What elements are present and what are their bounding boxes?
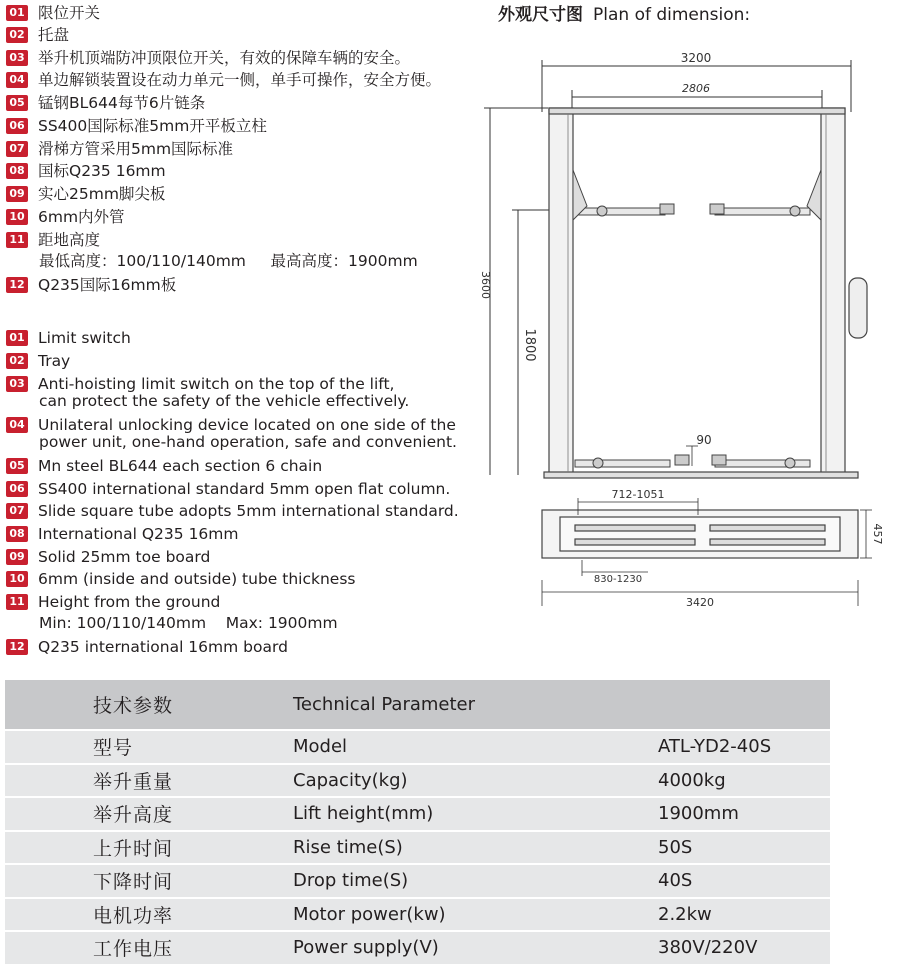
note-badge: 10 (6, 571, 28, 587)
lowered-pad-right (712, 455, 726, 465)
note-badge: 12 (6, 277, 28, 293)
note-text: 滑梯方管采用5mm国际标准 (38, 139, 234, 158)
note-en-11-line2: Min: 100/110/140mm Max: 1900mm (39, 614, 338, 632)
lowered-pad-left (675, 455, 689, 465)
note-badge: 06 (6, 118, 28, 134)
note-badge: 11 (6, 594, 28, 610)
note-text: International Q235 16mm (38, 524, 239, 543)
note-text: Q235国际16mm板 (38, 275, 177, 294)
spec-header-zh: 技术参数 (5, 680, 293, 730)
raised-arm-left (575, 208, 665, 215)
spec-param-en: Motor power(kw) (293, 898, 658, 932)
spec-param-en: Model (293, 730, 658, 764)
note-badge: 09 (6, 186, 28, 202)
note-text: 单边解锁装置设在动力单元一侧，单手可操作，安全方便。 (38, 70, 442, 89)
power-unit (849, 278, 867, 338)
note-en-02 (6, 350, 70, 371)
note-text: SS400 international standard 5mm open flat column. (38, 479, 451, 498)
note-zh-10 (6, 206, 125, 227)
spec-param-en: Power supply(V) (293, 931, 658, 965)
note-badge: 07 (6, 503, 28, 519)
spec-param-zh: 工作电压 (5, 931, 293, 965)
note-badge: 07 (6, 141, 28, 157)
spec-value: 1900mm (658, 797, 830, 831)
note-en-12 (6, 636, 288, 657)
table-row (5, 730, 830, 764)
spec-header-en: Technical Parameter (293, 680, 658, 730)
note-en-09 (6, 546, 210, 567)
spec-value: 2.2kw (658, 898, 830, 932)
note-zh-11-detail: 最低高度：100/110/140mm 最高高度：1900mm (39, 252, 418, 270)
note-en-03-line2: can protect the safety of the vehicle effectively. (39, 392, 410, 410)
note-text: Limit switch (38, 328, 131, 347)
label-3600: 3600 (479, 271, 492, 299)
label-2806: 2806 (682, 82, 710, 95)
label-830-1230: 830-1230 (593, 574, 643, 585)
note-text: Solid 25mm toe board (38, 547, 211, 566)
top-view-arm-2 (710, 525, 825, 531)
spec-value: 40S (658, 864, 830, 898)
note-badge: 08 (6, 526, 28, 542)
dimension-title-zh: 外观尺寸图 (498, 5, 583, 25)
note-zh-08 (6, 160, 166, 181)
note-en-07 (6, 500, 459, 521)
spec-value: ATL-YD2-40S (658, 730, 830, 764)
note-text: SS400国际标准5mm开平板立柱 (38, 116, 267, 135)
note-text: 举升机顶端防冲顶限位开关，有效的保障车辆的安全。 (38, 48, 411, 67)
note-zh-07 (6, 138, 233, 159)
note-badge: 12 (6, 639, 28, 655)
note-badge: 02 (6, 27, 28, 43)
raised-pad-right (710, 204, 724, 214)
spec-param-zh: 举升高度 (5, 797, 293, 831)
note-badge: 05 (6, 95, 28, 111)
note-badge: 05 (6, 458, 28, 474)
note-zh-01 (6, 2, 100, 23)
table-row (5, 864, 830, 898)
right-column (821, 108, 845, 476)
table-row (5, 797, 830, 831)
note-badge: 03 (6, 376, 28, 392)
note-zh-11 (6, 229, 100, 250)
spec-param-zh: 下降时间 (5, 864, 293, 898)
spec-param-zh: 电机功率 (5, 898, 293, 932)
note-badge: 06 (6, 481, 28, 497)
dimension-title-en: Plan of dimension: (593, 5, 751, 25)
left-column (549, 108, 573, 476)
note-badge: 03 (6, 50, 28, 66)
spec-param-en: Rise time(S) (293, 831, 658, 865)
raised-pad-left (660, 204, 674, 214)
spec-param-zh: 举升重量 (5, 764, 293, 798)
note-en-04-line2: power unit, one-hand operation, safe and convenient. (39, 433, 457, 451)
note-badge: 11 (6, 232, 28, 248)
note-text: 距地高度 (38, 230, 101, 249)
lowered-arm-right (715, 460, 810, 467)
label-90: 90 (696, 433, 712, 447)
note-text: 锰钢BL644每节6片链条 (38, 93, 206, 112)
label-712-1051: 712-1051 (611, 488, 665, 501)
note-badge: 04 (6, 417, 28, 433)
note-text: 国标Q235 16mm (38, 161, 166, 180)
note-zh-09 (6, 183, 165, 204)
note-text: 限位开关 (38, 3, 101, 22)
note-text: 实心25mm脚尖板 (38, 184, 166, 203)
table-row (5, 764, 830, 798)
note-en-01 (6, 327, 131, 348)
top-view-arm-1 (575, 525, 695, 531)
note-text: 6mm (inside and outside) tube thickness (38, 569, 356, 588)
note-badge: 02 (6, 353, 28, 369)
spec-value: 50S (658, 831, 830, 865)
lowered-arm-left (575, 460, 670, 467)
note-en-06 (6, 478, 450, 499)
note-text: Unilateral unlocking device located on one side of the (38, 415, 456, 434)
table-row (5, 831, 830, 865)
spec-param-en: Capacity(kg) (293, 764, 658, 798)
spec-table-header (5, 680, 830, 730)
note-zh-05 (6, 92, 205, 113)
spec-param-zh: 上升时间 (5, 831, 293, 865)
note-text: Slide square tube adopts 5mm international standard. (38, 501, 459, 520)
spec-param-en: Lift height(mm) (293, 797, 658, 831)
note-text: Tray (38, 351, 71, 370)
note-badge: 10 (6, 209, 28, 225)
spec-value: 380V/220V (658, 931, 830, 965)
note-badge: 08 (6, 163, 28, 179)
top-view-arm-3 (575, 539, 695, 545)
note-en-05 (6, 455, 322, 476)
note-badge: 01 (6, 330, 28, 346)
label-1800: 1800 (522, 328, 537, 362)
note-text: Height from the ground (38, 592, 221, 611)
note-en-11 (6, 591, 220, 612)
note-zh-06 (6, 115, 267, 136)
label-3200: 3200 (680, 51, 712, 65)
table-row (5, 931, 830, 965)
note-text: Mn steel BL644 each section 6 chain (38, 456, 323, 475)
spec-param-zh: 型号 (5, 730, 293, 764)
top-view-arm-4 (710, 539, 825, 545)
note-badge: 04 (6, 72, 28, 88)
note-badge: 09 (6, 549, 28, 565)
note-text: Anti-hoisting limit switch on the top of the lift, (38, 374, 395, 393)
spec-value: 4000kg (658, 764, 830, 798)
note-en-10 (6, 568, 355, 589)
note-zh-12 (6, 274, 176, 295)
spec-param-en: Drop time(S) (293, 864, 658, 898)
note-text: Q235 international 16mm board (38, 637, 288, 656)
note-badge: 01 (6, 5, 28, 21)
note-text: 托盘 (38, 25, 70, 44)
table-row (5, 898, 830, 932)
dimension-drawing (470, 20, 890, 615)
spec-table (5, 680, 830, 966)
note-text: 6mm内外管 (38, 207, 125, 226)
note-zh-03 (6, 47, 410, 68)
label-3420: 3420 (686, 596, 714, 609)
base-plate (544, 472, 858, 478)
note-zh-02 (6, 24, 69, 45)
label-457: 457 (871, 523, 884, 545)
top-beam (549, 108, 845, 114)
note-zh-04 (6, 69, 441, 90)
note-en-08 (6, 523, 239, 544)
